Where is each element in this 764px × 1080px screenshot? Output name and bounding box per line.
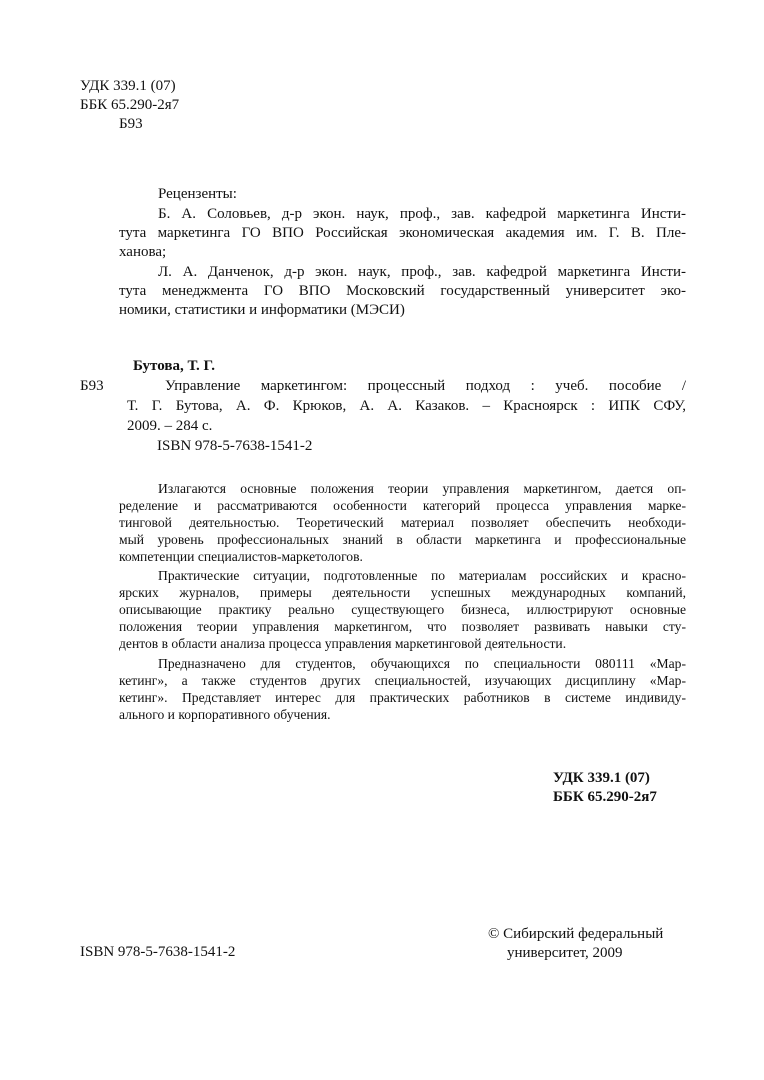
classification-bbk: ББК 65.290-2я7 xyxy=(553,789,657,805)
reviewer-1-line-2: тута маркетинга ГО ВПО Российская экономическая академия им. Г. В. Пле- xyxy=(119,225,686,241)
abstract-p1-line-3: тинговой деятельностью. Теоретический материал позволяет обеспечить необходи- xyxy=(119,515,686,530)
bib-line-1: Управление маркетингом: процессный подход : учеб. пособие / xyxy=(165,378,686,394)
bib-code: Б93 xyxy=(80,378,104,394)
reviewer-1-line-3: ханова; xyxy=(119,244,167,260)
abstract-p2-line-5: дентов в области анализа процесса управления маркетинговой деятельности. xyxy=(119,636,567,651)
abstract-p2-line-3: описывающие практику реально существующего бизнеса, иллюстрируют основные xyxy=(119,602,686,617)
abstract-p2-line-4: положения теории управления маркетингом, что позволяет развивать навыки сту- xyxy=(119,619,686,634)
abstract-p3-line-2: кетинг», а также студентов других специальностей, изучающих дисциплину «Мар- xyxy=(119,673,686,688)
header-code: Б93 xyxy=(119,116,143,132)
header-bbk: ББК 65.290-2я7 xyxy=(80,97,180,113)
bib-line-3: 2009. – 284 с. xyxy=(127,418,213,434)
abstract-p3-line-1: Предназначено для студентов, обучающихся по специальности 080111 «Мар- xyxy=(158,656,686,671)
copyright-line-2: университет, 2009 xyxy=(507,945,623,961)
abstract-p1-line-1: Излагаются основные положения теории управления маркетингом, дается оп- xyxy=(158,481,686,496)
footer-isbn: ISBN 978-5-7638-1541-2 xyxy=(80,944,236,960)
abstract-p3-line-4: ального и корпоративного обучения. xyxy=(119,707,331,722)
reviewer-1-line-1: Б. А. Соловьев, д-р экон. наук, проф., зав. кафедрой маркетинга Инсти- xyxy=(158,206,686,222)
abstract-p1-line-4: мый уровень профессиональных знаний в области маркетинга и профессиональные xyxy=(119,532,686,547)
bib-isbn: ISBN 978-5-7638-1541-2 xyxy=(157,438,313,454)
copyright-line-1: © Сибирский федеральный xyxy=(488,926,664,942)
bib-author: Бутова, Т. Г. xyxy=(133,358,216,374)
reviewer-2-line-1: Л. А. Данченок, д-р экон. наук, проф., зав. кафедрой маркетинга Инсти- xyxy=(158,264,686,280)
abstract-p3-line-3: кетинг». Представляет интерес для практических работников в системе индивиду- xyxy=(119,690,686,705)
abstract-p2-line-1: Практические ситуации, подготовленные по материалам российских и красно- xyxy=(158,568,686,583)
abstract-p1-line-5: компетенции специалистов-маркетологов. xyxy=(119,549,363,564)
reviewers-title: Рецензенты: xyxy=(158,186,237,202)
header-udk: УДК 339.1 (07) xyxy=(80,78,176,94)
abstract-p2-line-2: ярских журналов, примеры деятельности успешных международных компаний, xyxy=(119,585,686,600)
reviewer-2-line-3: номики, статистики и информатики (МЭСИ) xyxy=(119,302,405,318)
bib-line-2: Т. Г. Бутова, А. Ф. Крюков, А. А. Казаков. – Красноярск : ИПК СФУ, xyxy=(127,398,686,414)
abstract-p1-line-2: ределение и рассматриваются особенности категорий процесса управления марке- xyxy=(119,498,686,513)
reviewer-2-line-2: тута менеджмента ГО ВПО Московский государственный университет эко- xyxy=(119,283,686,299)
classification-udk: УДК 339.1 (07) xyxy=(553,770,650,786)
